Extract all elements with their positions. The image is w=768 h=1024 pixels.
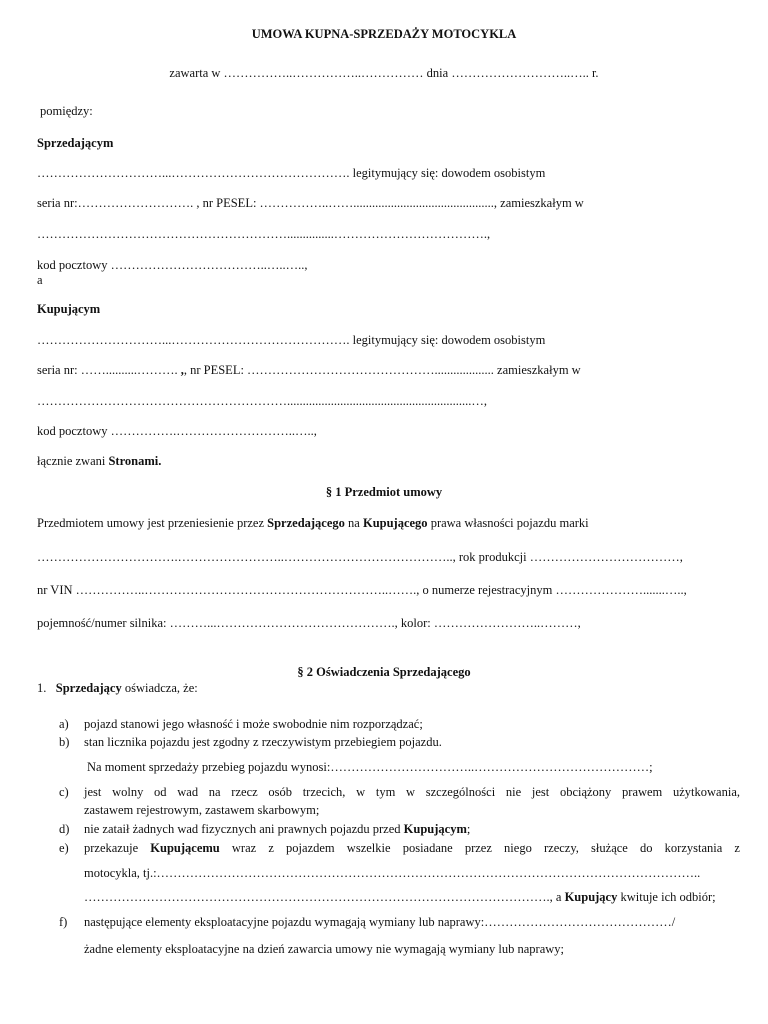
- buyer-postcode-line: kod pocztowy …………….………………………..…..,: [37, 424, 317, 438]
- item-c-line2: zastawem rejestrowym, zastawem skarbowym;: [84, 803, 320, 817]
- vin-line: nr VIN ……………..…………………………………………………..……., o numerze rejestracyjnym ………………….......…..,: [37, 583, 687, 597]
- item-a-label: a): [59, 717, 69, 731]
- buyer-id-line: …………………………...……………………………………. legitymujący się: dowodem osobistym: [37, 333, 546, 347]
- seller-heading: Sprzedającym: [37, 136, 114, 150]
- between-label: pomiędzy:: [40, 104, 93, 118]
- section2-item1: 1. Sprzedający oświadcza, że:: [37, 681, 198, 695]
- item-c-line1: jest wolny od wad na rzecz osób trzecich, w tym w szczególności nie jest obciążony prawem użytkowania,: [84, 785, 740, 799]
- section1-heading: § 1 Przedmiot umowy: [325, 485, 443, 499]
- seller-postcode-line: kod pocztowy ………………………………..…..…..,: [37, 258, 308, 272]
- buyer-heading: Kupującym: [37, 302, 101, 316]
- item-c-label: c): [59, 785, 69, 799]
- item-f-label: f): [59, 915, 68, 929]
- and-label: a: [37, 273, 43, 287]
- section1-paragraph: Przedmiotem umowy jest przeniesienie przez Sprzedającego na Kupującego prawa własności pojazdu marki: [37, 516, 589, 530]
- item-e-line3: …………………………………………………………………………………………………., a Kupujący kwituje ich odbiór;: [84, 890, 716, 904]
- item-f-line2: żadne elementy eksploatacyjne na dzień zawarcia umowy nie wymagają wymiany lub naprawy;: [84, 942, 565, 956]
- item-e-label: e): [59, 841, 69, 855]
- item-d-label: d): [59, 822, 70, 836]
- seller-pesel-line: seria nr:………………………. , nr PESEL: ……………..……............................................., zamieszkałym w: [37, 196, 584, 210]
- item-b-text: stan licznika pojazdu jest zgodny z rzeczywistym przebiegiem pojazdu.: [84, 735, 442, 749]
- item-f-text: następujące elementy eksploatacyjne pojazdu wymagają wymiany lub naprawy:………………………………………/: [84, 915, 676, 929]
- item-b-label: b): [59, 735, 70, 749]
- seller-address-line: ……………………………………………………...............……………………………….,: [37, 227, 491, 241]
- engine-line: pojemność/numer silnika: ………...……………………………………., kolor: ……………………..………,: [37, 616, 581, 630]
- buyer-address-line: ……………………………………………………...........................................................…,: [37, 394, 487, 408]
- item-d-text: nie zataił żadnych wad fizycznych ani prawnych pojazdu przed Kupującym;: [84, 822, 471, 836]
- item-e-line2: motocykla, tj.:…………………………………………………………………………………………………………………..: [84, 866, 701, 880]
- item-a-text: pojazd stanowi jego własność i może swobodnie nim rozporządzać;: [84, 717, 423, 731]
- item-e-line1: przekazuje Kupującemu wraz z pojazdem wszelkie posiadane przez niego rzeczy, służące do korzystania z: [84, 841, 740, 855]
- vehicle-brand-line: …………………………….……………………..………………………………….., rok produkcji ………………………………,: [37, 550, 683, 564]
- parties-line: łącznie zwani Stronami.: [37, 454, 162, 468]
- document-title: UMOWA KUPNA-SPRZEDAŻY MOTOCYKLA: [251, 27, 517, 41]
- place-date-line: zawarta w ……………..……………..…………… dnia ………………………..….. r.: [169, 66, 599, 80]
- buyer-pesel-line: seria nr: ……..........………. ,, nr PESEL: ………………………………………................... zamieszkałym w: [37, 363, 581, 377]
- section2-heading: § 2 Oświadczenia Sprzedającego: [297, 665, 471, 679]
- seller-id-line: …………………………...……………………………………. legitymujący się: dowodem osobistym: [37, 166, 546, 180]
- mileage-line: Na moment sprzedaży przebieg pojazdu wynosi:……………………………..……………………………………;: [87, 760, 653, 774]
